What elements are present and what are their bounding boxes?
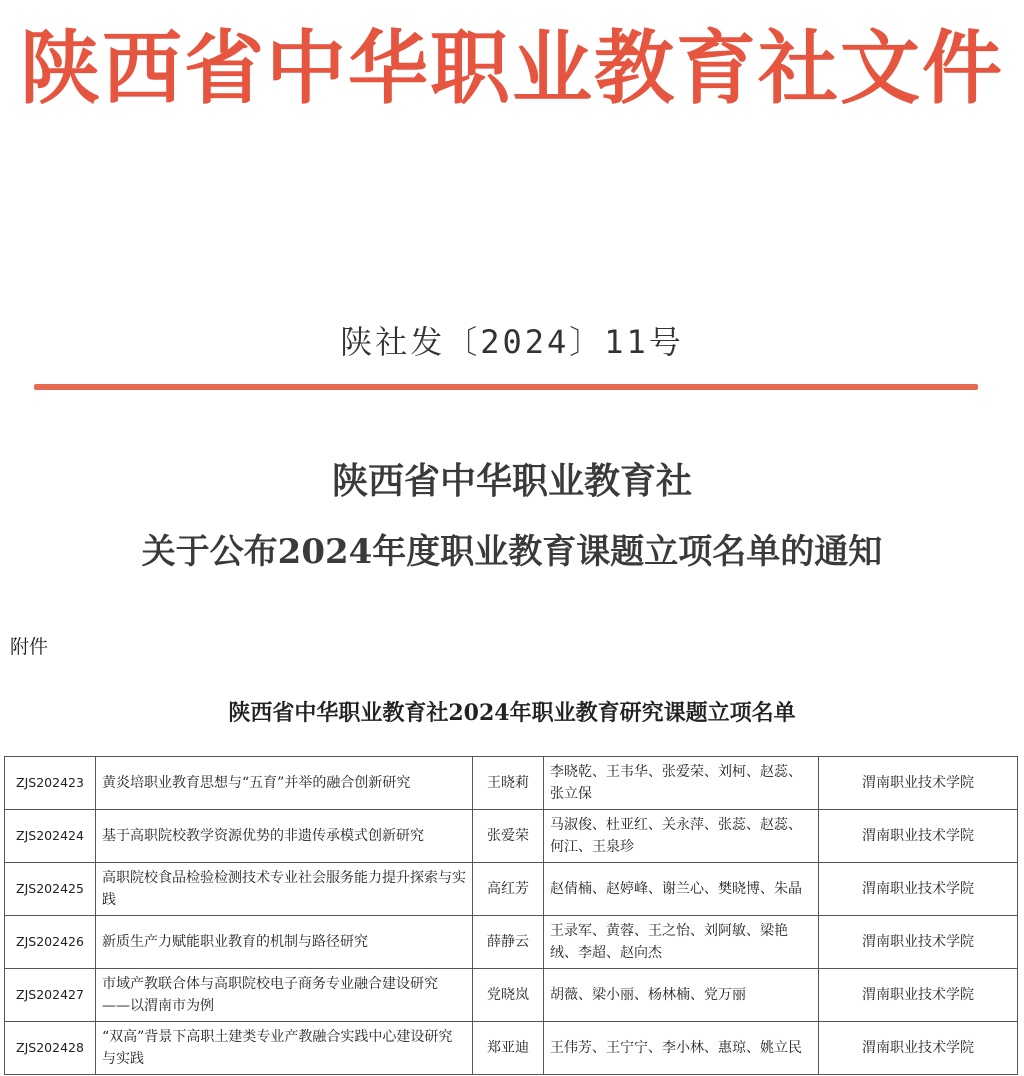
project-leader: 王晓莉 xyxy=(473,757,544,810)
project-title: 基于高职院校教学资源优势的非遗传承模式创新研究 xyxy=(96,810,473,863)
project-title: 黄炎培职业教育思想与“五育”并举的融合创新研究 xyxy=(96,757,473,810)
table-row xyxy=(5,757,1018,810)
project-members: 马淑俊、杜亚红、关永萍、张蕊、赵蕊、何江、王泉珍 xyxy=(544,810,819,863)
project-code: ZJS202427 xyxy=(5,969,96,1022)
project-title: “双高”背景下高职土建类专业产教融合实践中心建设研究与实践 xyxy=(96,1022,473,1075)
project-code: ZJS202426 xyxy=(5,916,96,969)
masthead-title: 陕西省中华职业教育社文件 xyxy=(20,21,1004,115)
project-members: 李晓乾、王韦华、张爱荣、刘柯、赵蕊、张立保 xyxy=(544,757,819,810)
project-title: 市域产教联合体与高职院校电子商务专业融合建设研究 ——以渭南市为例 xyxy=(96,969,473,1022)
red-divider xyxy=(34,384,978,390)
list-title: 陕西省中华职业教育社2024年职业教育研究课题立项名单 xyxy=(228,700,796,726)
project-members: 王录军、黄蓉、王之怡、刘阿敏、梁艳绒、李超、赵向杰 xyxy=(544,916,819,969)
project-unit: 渭南职业技术学院 xyxy=(819,1022,1018,1075)
table-row xyxy=(5,916,1018,969)
table-row xyxy=(5,863,1018,916)
annex-label: 附件 xyxy=(10,636,49,658)
project-members: 王伟芳、王宁宁、李小林、惠琼、姚立民 xyxy=(544,1022,819,1075)
project-title: 高职院校食品检验检测技术专业社会服务能力提升探索与实践 xyxy=(96,863,473,916)
project-code: ZJS202428 xyxy=(5,1022,96,1075)
project-table xyxy=(4,756,1018,1075)
document-number: 陕社发〔2024〕11号 xyxy=(340,323,684,361)
project-members: 赵倩楠、赵婷峰、谢兰心、樊晓博、朱晶 xyxy=(544,863,819,916)
project-title: 新质生产力赋能职业教育的机制与路径研究 xyxy=(96,916,473,969)
notice-title-line2: 关于公布2024年度职业教育课题立项名单的通知 xyxy=(141,532,883,572)
project-unit: 渭南职业技术学院 xyxy=(819,757,1018,810)
project-members: 胡薇、梁小丽、杨林楠、党万丽 xyxy=(544,969,819,1022)
project-code: ZJS202424 xyxy=(5,810,96,863)
project-code: ZJS202425 xyxy=(5,863,96,916)
project-leader: 薛静云 xyxy=(473,916,544,969)
table-row xyxy=(5,810,1018,863)
project-leader: 高红芳 xyxy=(473,863,544,916)
project-unit: 渭南职业技术学院 xyxy=(819,916,1018,969)
project-leader: 张爱荣 xyxy=(473,810,544,863)
project-leader: 郑亚迪 xyxy=(473,1022,544,1075)
table-row xyxy=(5,1022,1018,1075)
project-leader: 党晓岚 xyxy=(473,969,544,1022)
project-unit: 渭南职业技术学院 xyxy=(819,863,1018,916)
table-row xyxy=(5,969,1018,1022)
project-unit: 渭南职业技术学院 xyxy=(819,810,1018,863)
project-unit: 渭南职业技术学院 xyxy=(819,969,1018,1022)
project-code: ZJS202423 xyxy=(5,757,96,810)
notice-title-line1: 陕西省中华职业教育社 xyxy=(331,460,692,502)
